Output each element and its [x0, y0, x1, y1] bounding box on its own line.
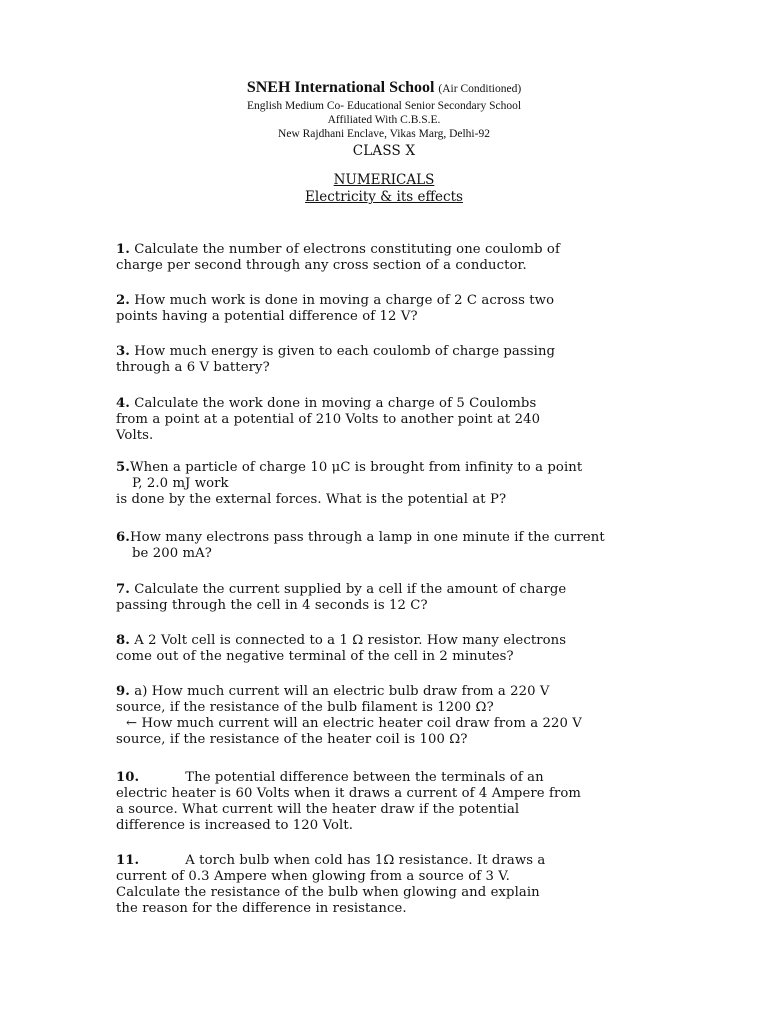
question-line [116, 582, 696, 598]
question-text: Calculate the work done in moving a charge of 5 Coulombs [129, 396, 537, 411]
question-text: current of 0.3 Ampere when glowing from a source of 3 V. [116, 869, 510, 884]
question-text: P, 2.0 mJ work [132, 476, 229, 491]
school-name: SNEH International School [246, 79, 435, 96]
question-text: charge per second through any cross section of a conductor. [116, 258, 527, 273]
question-8 [116, 633, 696, 665]
question-text: How many electrons pass through a lamp in one minute if the current [129, 530, 605, 545]
question-line [116, 344, 696, 360]
school-type: English Medium Co- Educational Senior Secondary School [246, 100, 522, 112]
question-text: through a 6 V battery? [116, 360, 270, 375]
question-line [116, 242, 696, 258]
question-text: source, if the resistance of the bulb filament is 1200 Ω? [116, 700, 494, 715]
question-text: passing through the cell in 4 seconds is 12 C? [116, 598, 428, 613]
question-text: The potential difference between the terminals of an [185, 770, 544, 785]
question-7 [116, 582, 696, 614]
question-text: difference is increased to 120 Volt. [116, 818, 354, 833]
question-4 [116, 396, 696, 444]
question-number: 7. [116, 582, 130, 597]
question-number: 8. [116, 633, 130, 648]
question-text: A torch bulb when cold has 1Ω resistance. It draws a [185, 853, 546, 868]
question-10 [116, 770, 696, 834]
question-line [116, 530, 696, 546]
question-text: Calculate the number of electrons constituting one coulomb of [129, 242, 560, 257]
question-number: 1. [116, 242, 130, 257]
question-text: come out of the negative terminal of the cell in 2 minutes? [116, 649, 514, 664]
question-text: When a particle of charge 10 μC is brought from infinity to a point [129, 460, 583, 475]
question-number: 10. [116, 770, 140, 785]
affiliation: Affiliated With C.B.S.E. [327, 114, 441, 126]
question-6 [116, 530, 696, 562]
question-number: 5. [116, 460, 130, 475]
school-name-line [0, 78, 768, 99]
question-line [116, 396, 696, 412]
air-conditioned-note: (Air Conditioned) [438, 83, 522, 95]
document-header [0, 78, 768, 160]
question-line [116, 633, 696, 649]
question-text: Calculate the resistance of the bulb when glowing and explain [116, 885, 540, 900]
question-number: 2. [116, 293, 130, 308]
question-text: How much energy is given to each coulomb of charge passing [129, 344, 556, 359]
question-line [116, 853, 696, 869]
question-text: is done by the external forces. What is the potential at P? [116, 492, 507, 507]
question-text: source, if the resistance of the heater coil is 100 Ω? [116, 732, 468, 747]
question-text: electric heater is 60 Volts when it draws a current of 4 Ampere from [116, 786, 582, 801]
question-text: the reason for the difference in resistance. [116, 901, 407, 916]
question-line [116, 770, 696, 786]
question-text: a source. What current will the heater draw if the potential [116, 802, 520, 817]
question-1 [116, 242, 696, 274]
question-5 [116, 460, 696, 508]
question-9 [116, 684, 696, 748]
question-11 [116, 853, 696, 917]
question-number: 3. [116, 344, 130, 359]
school-address: New Rajdhani Enclave, Vikas Marg, Delhi-92 [278, 128, 490, 140]
question-line [116, 684, 696, 700]
page-title: NUMERICALS [333, 172, 435, 188]
question-text: How much work is done in moving a charge of 2 C across two [129, 293, 555, 308]
question-text: A 2 Volt cell is connected to a 1 Ω resistor. How many electrons [129, 633, 567, 648]
question-text: from a point at a potential of 210 Volts to another point at 240 [116, 412, 541, 427]
question-text: Volts. [116, 428, 154, 443]
question-text: a) How much current will an electric bulb draw from a 220 V [129, 684, 550, 699]
title-block [0, 172, 768, 206]
question-2 [116, 293, 696, 325]
question-text: be 200 mA? [132, 546, 212, 561]
question-number: 11. [116, 853, 140, 868]
question-text: Calculate the current supplied by a cell if the amount of charge [129, 582, 567, 597]
class-label: CLASS X [352, 143, 416, 159]
question-3 [116, 344, 696, 376]
question-number: 9. [116, 684, 130, 699]
question-line [116, 293, 696, 309]
question-number: 6. [116, 530, 130, 545]
question-text: ← How much current will an electric heater coil draw from a 220 V [126, 716, 582, 731]
page-subtitle: Electricity & its effects [305, 189, 463, 205]
question-line [116, 460, 696, 476]
question-number: 4. [116, 396, 130, 411]
question-text: points having a potential difference of 12 V? [116, 309, 418, 324]
